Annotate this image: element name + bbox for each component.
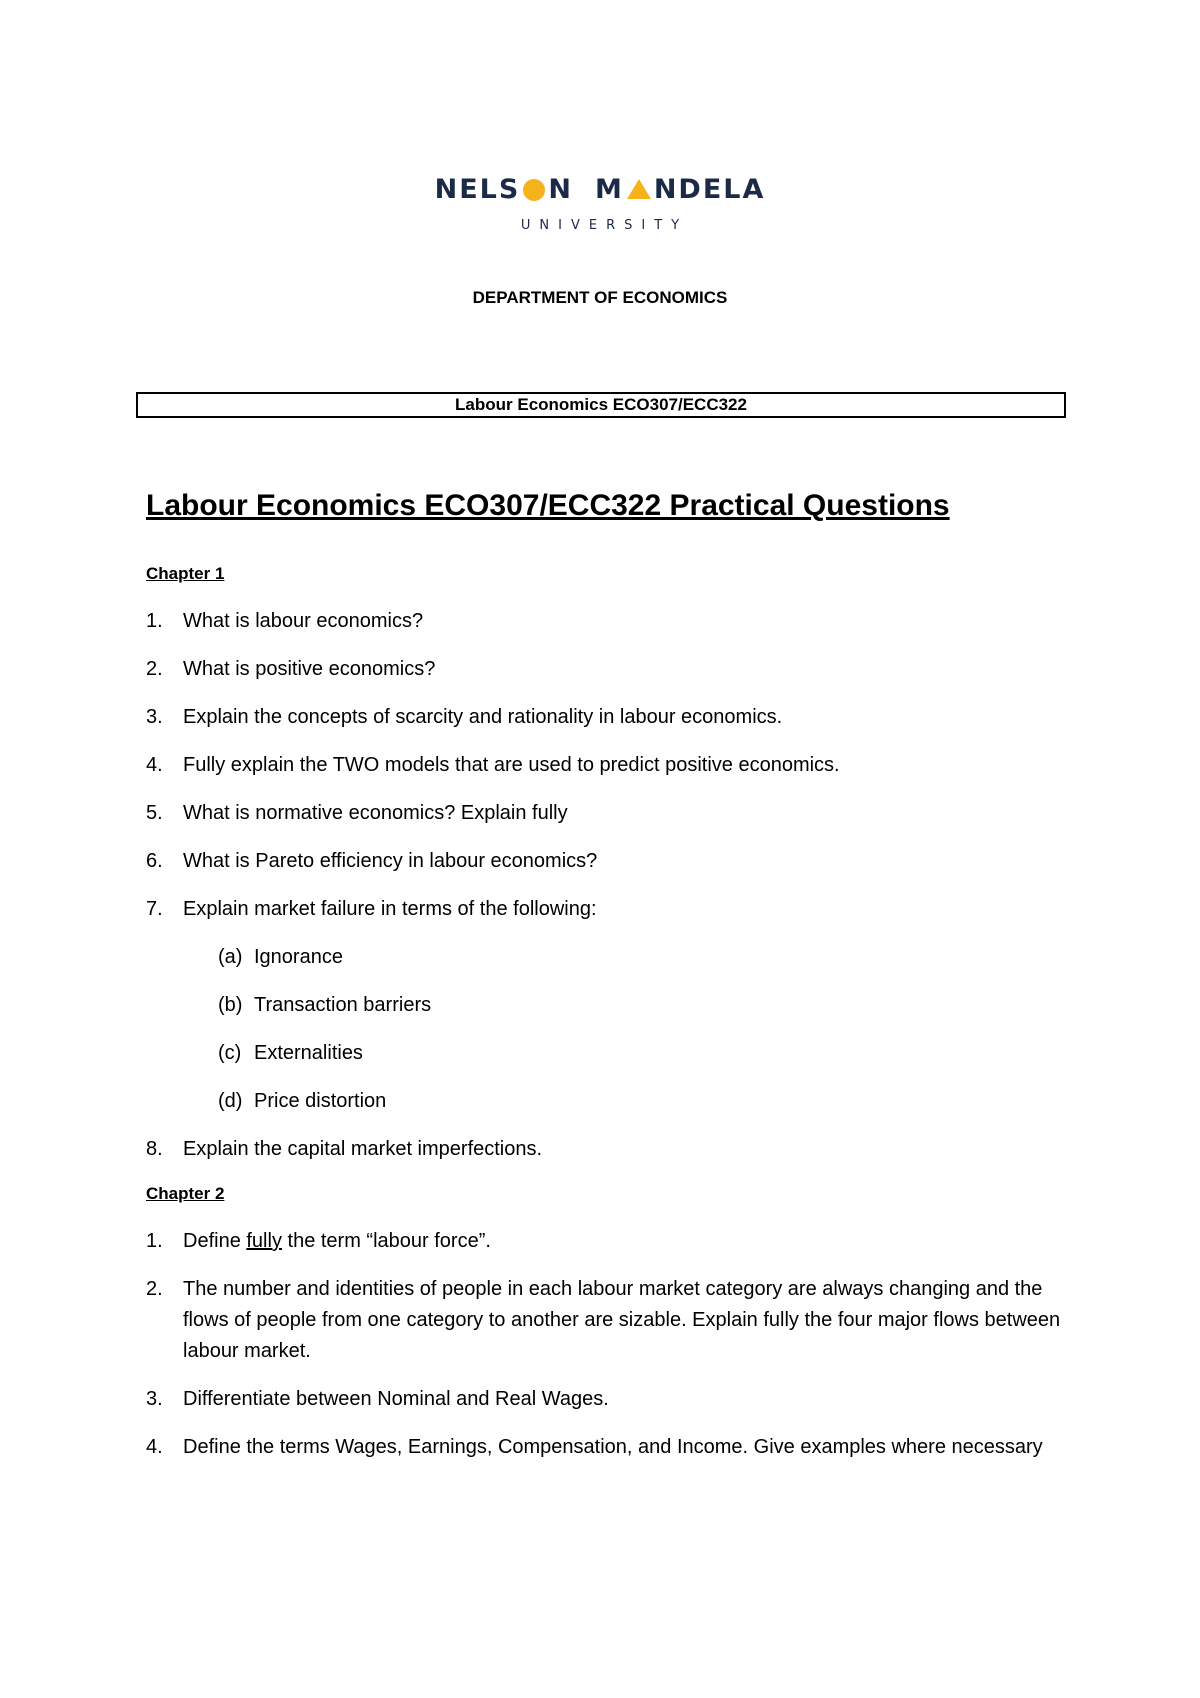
question-item: 4. Define the terms Wages, Earnings, Compensation, and Income. Give examples where necessary <box>146 1436 1043 1458</box>
question-item: 3. Explain the concepts of scarcity and rationality in labour economics. <box>146 706 783 728</box>
main-content <box>146 486 1086 1480</box>
logo-word-mandela: M NDELA <box>594 174 766 205</box>
question-item: 7. Explain market failure in terms of the following: <box>146 898 597 920</box>
question-item: 3. Differentiate between Nominal and Real Wages. <box>146 1388 609 1410</box>
logo-word-nelson: NELS N <box>434 174 573 205</box>
question-item: 4. Fully explain the TWO models that are used to predict positive economics. <box>146 754 840 776</box>
sub-question-item: (b) Transaction barriers <box>218 994 432 1016</box>
question-item: 1. Define fully the term “labour force”. <box>146 1226 1086 1257</box>
university-logo <box>0 172 1200 233</box>
logo-subtitle: UNIVERSITY <box>520 218 689 233</box>
sub-question-group <box>146 942 1086 1117</box>
sub-question-item: (c) Externalities <box>218 1042 363 1064</box>
question-item: 2. The number and identities of people in each labour market category are always changing and the flows of people from one category to another are sizable. Explain fully the four major flows between labour market. <box>146 1278 1061 1362</box>
document-title: Labour Economics ECO307/ECC322 Practical Questions <box>146 489 950 522</box>
chapter-1-questions <box>146 606 1086 1165</box>
question-item: 1. What is labour economics? <box>146 610 424 632</box>
chapter-2-heading: Chapter 2 <box>146 1184 225 1203</box>
logo-triangle-icon <box>627 179 651 199</box>
department-heading: DEPARTMENT OF ECONOMICS <box>472 288 728 307</box>
question-item: 2. What is positive economics? <box>146 658 436 680</box>
question-item: 6. What is Pareto efficiency in labour economics? <box>146 850 598 872</box>
course-box: Labour Economics ECO307/ECC322 <box>136 392 1066 418</box>
sub-question-item: (a) Ignorance <box>218 946 343 968</box>
chapter-2-questions <box>146 1226 1086 1463</box>
chapter-1-heading: Chapter 1 <box>146 564 225 583</box>
logo-circle-icon <box>523 179 545 201</box>
emphasis-underlined: fully <box>246 1230 282 1252</box>
sub-question-item: (d) Price distortion <box>218 1090 387 1112</box>
sub-question-list <box>146 942 1086 1117</box>
question-text: Define fully the term “labour force”. <box>183 1230 491 1252</box>
question-item: 5. What is normative economics? Explain fully <box>146 802 568 824</box>
logo-wordmark <box>435 172 766 208</box>
question-item: 8. Explain the capital market imperfections. <box>146 1138 543 1160</box>
